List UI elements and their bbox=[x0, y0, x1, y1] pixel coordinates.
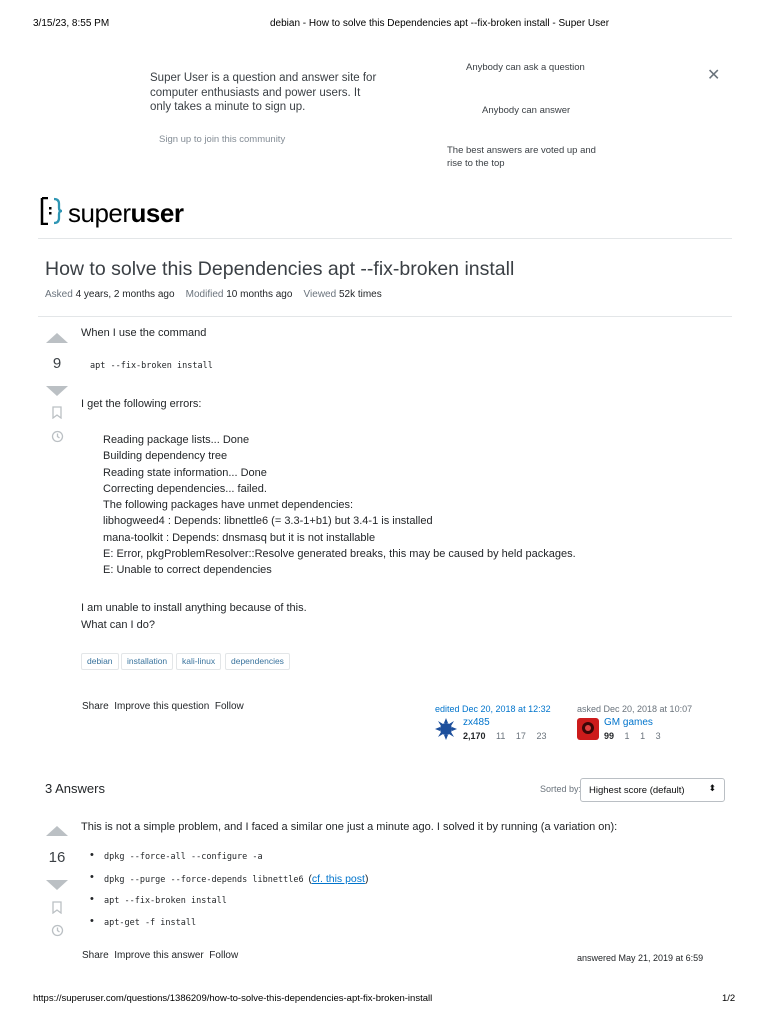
banner-feature-voted: The best answers are voted up and rise to the top bbox=[447, 145, 596, 169]
command-code: apt --fix-broken install bbox=[90, 361, 213, 371]
modified-value: 10 months ago bbox=[226, 289, 293, 300]
error-line: Reading package lists... Done bbox=[103, 434, 250, 446]
history-icon[interactable] bbox=[51, 430, 64, 446]
asker-gold-badges: 1 bbox=[624, 731, 630, 741]
error-line: mana-toolkit : Depends: dnsmasq but it is not installable bbox=[103, 531, 376, 544]
print-datetime: 3/15/23, 8:55 PM bbox=[33, 18, 110, 29]
error-line: E: Error, pkgProblemResolver::Resolve generated breaks, this may be caused by held packages. bbox=[103, 548, 576, 561]
answers-heading: 3 Answers bbox=[45, 781, 105, 796]
command-code: dpkg --force-all --configure -a bbox=[104, 852, 263, 862]
asker-reputation bbox=[604, 731, 661, 741]
error-line: E: Unable to correct dependencies bbox=[103, 564, 272, 577]
sort-select[interactable] bbox=[580, 778, 725, 802]
answer-post-menu bbox=[82, 950, 238, 961]
error-line: Correcting dependencies... failed. bbox=[103, 482, 267, 495]
list-item bbox=[82, 917, 502, 939]
page-url: https://superuser.com/questions/1386209/how-to-solve-this-dependencies-apt-fix-broken-install bbox=[33, 993, 433, 1004]
avatar[interactable] bbox=[577, 718, 599, 740]
asker-rep-score: 99 bbox=[604, 731, 615, 741]
question-meta bbox=[45, 289, 382, 300]
chevron-updown-icon: ⬍ bbox=[708, 783, 716, 793]
question-post-menu bbox=[82, 701, 244, 712]
follow-link[interactable]: Follow bbox=[214, 701, 244, 712]
editor-gold-badges: 11 bbox=[496, 731, 506, 741]
error-line: Reading state information... Done bbox=[103, 466, 267, 479]
tag-list bbox=[81, 653, 381, 671]
list-item bbox=[82, 873, 502, 895]
answer-command-list bbox=[82, 851, 502, 939]
list-item bbox=[82, 851, 502, 873]
answered-timestamp: answered May 21, 2019 at 6:59 bbox=[577, 953, 704, 963]
editor-bronze-badges: 23 bbox=[536, 731, 547, 741]
upvote-button[interactable] bbox=[46, 333, 68, 343]
improve-link[interactable]: Improve this question bbox=[114, 701, 210, 712]
viewed-label: Viewed bbox=[303, 289, 337, 300]
superuser-logo-text[interactable] bbox=[68, 198, 183, 229]
asker-silver-badges: 1 bbox=[640, 731, 646, 741]
answer-text: This is not a simple problem, and I faced a similar one just a minute ago. I solved it by running (a variation on): bbox=[81, 821, 618, 833]
sort-value: Highest score (default) bbox=[589, 785, 685, 796]
superuser-logo-icon[interactable] bbox=[40, 197, 64, 225]
asker-name[interactable]: GM games bbox=[604, 717, 653, 728]
errors-intro: I get the following errors: bbox=[81, 398, 202, 410]
banner-feature-answer: Anybody can answer bbox=[482, 105, 571, 116]
tag-kali-linux[interactable]: kali-linux bbox=[176, 653, 221, 670]
asked-value: 4 years, 2 months ago bbox=[75, 289, 175, 300]
tag-dependencies[interactable]: dependencies bbox=[225, 653, 290, 670]
tag-debian[interactable]: debian bbox=[81, 653, 119, 670]
signup-link[interactable]: Sign up to join this community bbox=[159, 134, 286, 145]
asked-timestamp: asked Dec 20, 2018 at 10:07 bbox=[577, 704, 693, 714]
share-link[interactable]: Share bbox=[82, 950, 109, 961]
command-code: apt-get -f install bbox=[104, 918, 197, 928]
editor-reputation bbox=[463, 731, 546, 741]
header-divider bbox=[38, 238, 732, 239]
tag-installation[interactable]: installation bbox=[121, 653, 173, 670]
banner-description: Super User is a question and answer site for computer enthusiasts and power users. It only takes a minute to sign up. bbox=[150, 72, 377, 113]
command-code: dpkg --purge --force-depends libnettle6 bbox=[104, 875, 304, 885]
print-doc-title: debian - How to solve this Dependencies apt --fix-broken install - Super User bbox=[270, 18, 610, 29]
error-line: libhogweed4 : Depends: libnettle6 (= 3.3-1+b1) but 3.4-1 is installed bbox=[103, 515, 433, 528]
question-score: 9 bbox=[52, 355, 62, 372]
downvote-button[interactable] bbox=[46, 880, 68, 890]
error-block bbox=[103, 432, 576, 579]
history-icon[interactable] bbox=[51, 924, 64, 940]
error-line: Building dependency tree bbox=[103, 450, 228, 463]
list-item bbox=[82, 895, 502, 917]
close-icon[interactable]: ✕ bbox=[707, 67, 721, 84]
editor-silver-badges: 17 bbox=[515, 731, 526, 741]
avatar[interactable] bbox=[435, 718, 457, 740]
follow-link[interactable]: Follow bbox=[209, 950, 239, 961]
editor-name[interactable]: zx485 bbox=[463, 717, 490, 728]
command-code: apt --fix-broken install bbox=[104, 896, 227, 906]
asker-bronze-badges: 3 bbox=[655, 731, 661, 741]
page-number: 1/2 bbox=[722, 993, 736, 1004]
title-divider bbox=[38, 316, 732, 317]
bookmark-icon[interactable] bbox=[52, 901, 62, 917]
sort-label: Sorted by: bbox=[540, 784, 582, 794]
cf-post-parenthetical: (cf. this post) bbox=[308, 873, 369, 885]
upvote-button[interactable] bbox=[46, 826, 68, 836]
logo-prefix: super bbox=[68, 198, 131, 228]
cf-post-link[interactable]: cf. this post bbox=[311, 873, 365, 885]
question-title[interactable]: How to solve this Dependencies apt --fix-broken install bbox=[45, 258, 515, 280]
asked-label: Asked bbox=[45, 289, 73, 300]
editor-rep-score: 2,170 bbox=[463, 731, 486, 741]
logo-suffix: user bbox=[130, 198, 184, 228]
viewed-value: 52k times bbox=[338, 289, 382, 300]
banner-feature-ask: Anybody can ask a question bbox=[466, 62, 585, 73]
edited-timestamp[interactable]: edited Dec 20, 2018 at 12:32 bbox=[435, 704, 551, 714]
error-line: The following packages have unmet dependencies: bbox=[103, 499, 354, 512]
question-intro: When I use the command bbox=[81, 327, 207, 339]
modified-label: Modified bbox=[185, 289, 224, 300]
question-outro-2: What can I do? bbox=[81, 619, 155, 631]
improve-link[interactable]: Improve this answer bbox=[114, 950, 204, 961]
question-outro-1: I am unable to install anything because of this. bbox=[81, 602, 307, 614]
answer-score: 16 bbox=[48, 849, 66, 866]
bookmark-icon[interactable] bbox=[52, 406, 62, 422]
share-link[interactable]: Share bbox=[82, 701, 109, 712]
downvote-button[interactable] bbox=[46, 386, 68, 396]
